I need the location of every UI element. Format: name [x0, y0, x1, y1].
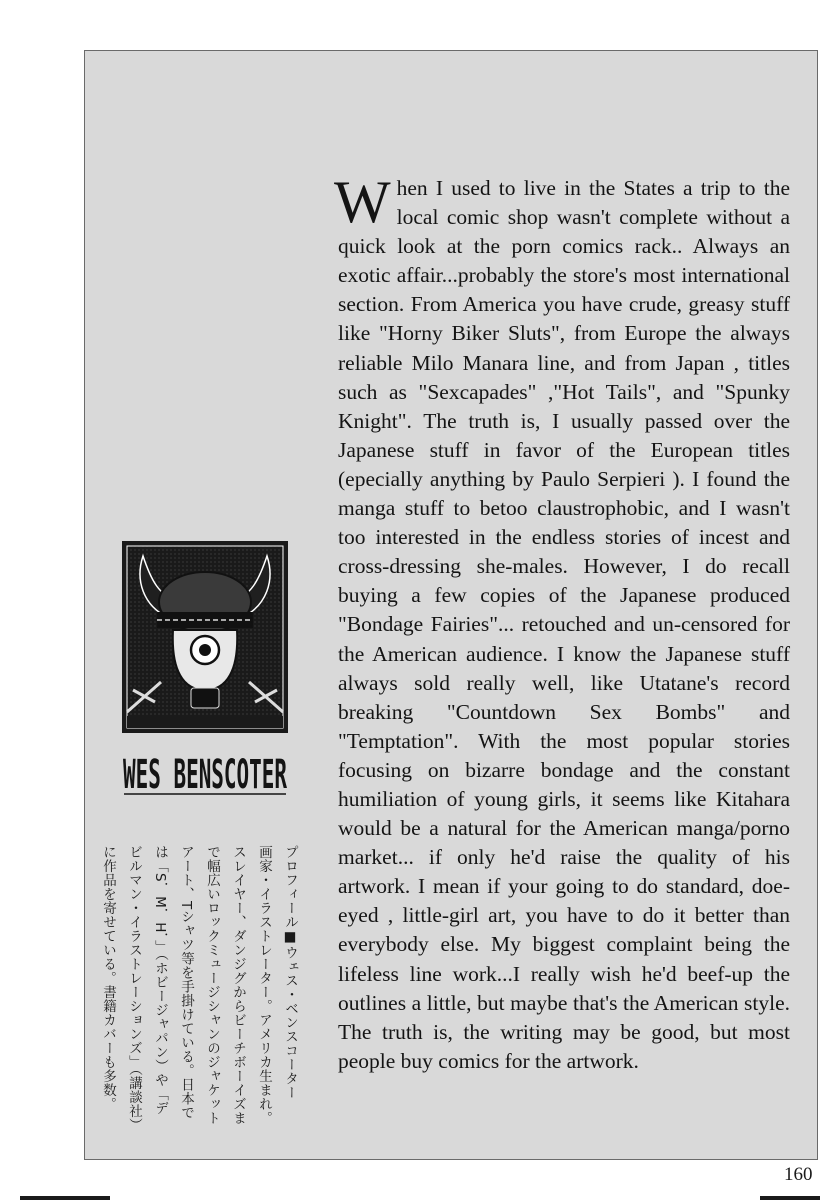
profile-line: プロフィール■ウェス・ベンスコーター [282, 845, 298, 1100]
wes-benscoter-signature-logo [120, 738, 290, 800]
profile-line: は「S．M．H．」（ホビージャパン）や「デ [152, 845, 168, 1116]
drop-cap: W [334, 169, 391, 235]
profile-line: に作品を寄せている。書籍カバーも多数。 [100, 845, 116, 1111]
profile-line: 画家・イラストレーター。アメリカ生まれ。 [256, 845, 272, 1125]
profile-line: アート、Tシャツ等を手掛けている。日本で [178, 845, 194, 1120]
bottom-edge-bar [20, 1196, 110, 1200]
essay-text [334, 169, 790, 1076]
essay-body: hen I used to live in the States a trip to the local comic shop wasn't complete without a quick look at the porn comics rack.. Always an exotic affair...probably the store's most international section. From America you have crude, greasy stuff like "Horny Biker Sluts", from Europe the always reliable Milo Manara line, and from Japan , titles such as "Sexcapades" ,"Hot Tails", and "Spunky Knight". The truth is, I usually passed over the Japanese stuff in favor of the European titles (epecially anything by Paulo Serpieri ). I found the manga stuff to betoo claustrophobic, and I wasn't too interested in the endless stories of incest and cross-dressing she-males. However, I do recall buying a few copies of the Japanese produced "Bondage Fairies"... retouched and un-censored for the American audience. I know the Japanese stuff always sold really well, like Utatane's record breaking "Countdown Sex Bombs" and "Temptation". With the most popular stories focusing on bizarre bondage and the constant humiliation of young girls, it seems like Kitahara would be a natural for the American manga/porno market... if only he'd raise the quality of his artwork. I mean if your going to do standard, doe-eyed , little-girl art, you have to do it better than everybody else. My biggest complaint being the lifeless line work...I really wish he'd beef-up the outlines a little, but maybe that's the American style. The truth is, the writing may be good, but most people buy comics for the artwork. [338, 176, 790, 1073]
artist-profile [100, 845, 303, 1133]
profile-line: で幅広いロックミュージシャンのジャケット [204, 845, 220, 1125]
bottom-edge-bar [760, 1196, 820, 1200]
horned-head-illustration [121, 540, 289, 734]
svg-text:WES BENSCOTER: WES BENSCOTER [123, 752, 288, 798]
page-number: 160 [784, 1164, 813, 1185]
profile-line: スレイヤー、ダンジグからビーチボーイズま [230, 845, 246, 1125]
profile-line: ビルマン・イラストレーションズ」（講談社） [126, 845, 142, 1133]
